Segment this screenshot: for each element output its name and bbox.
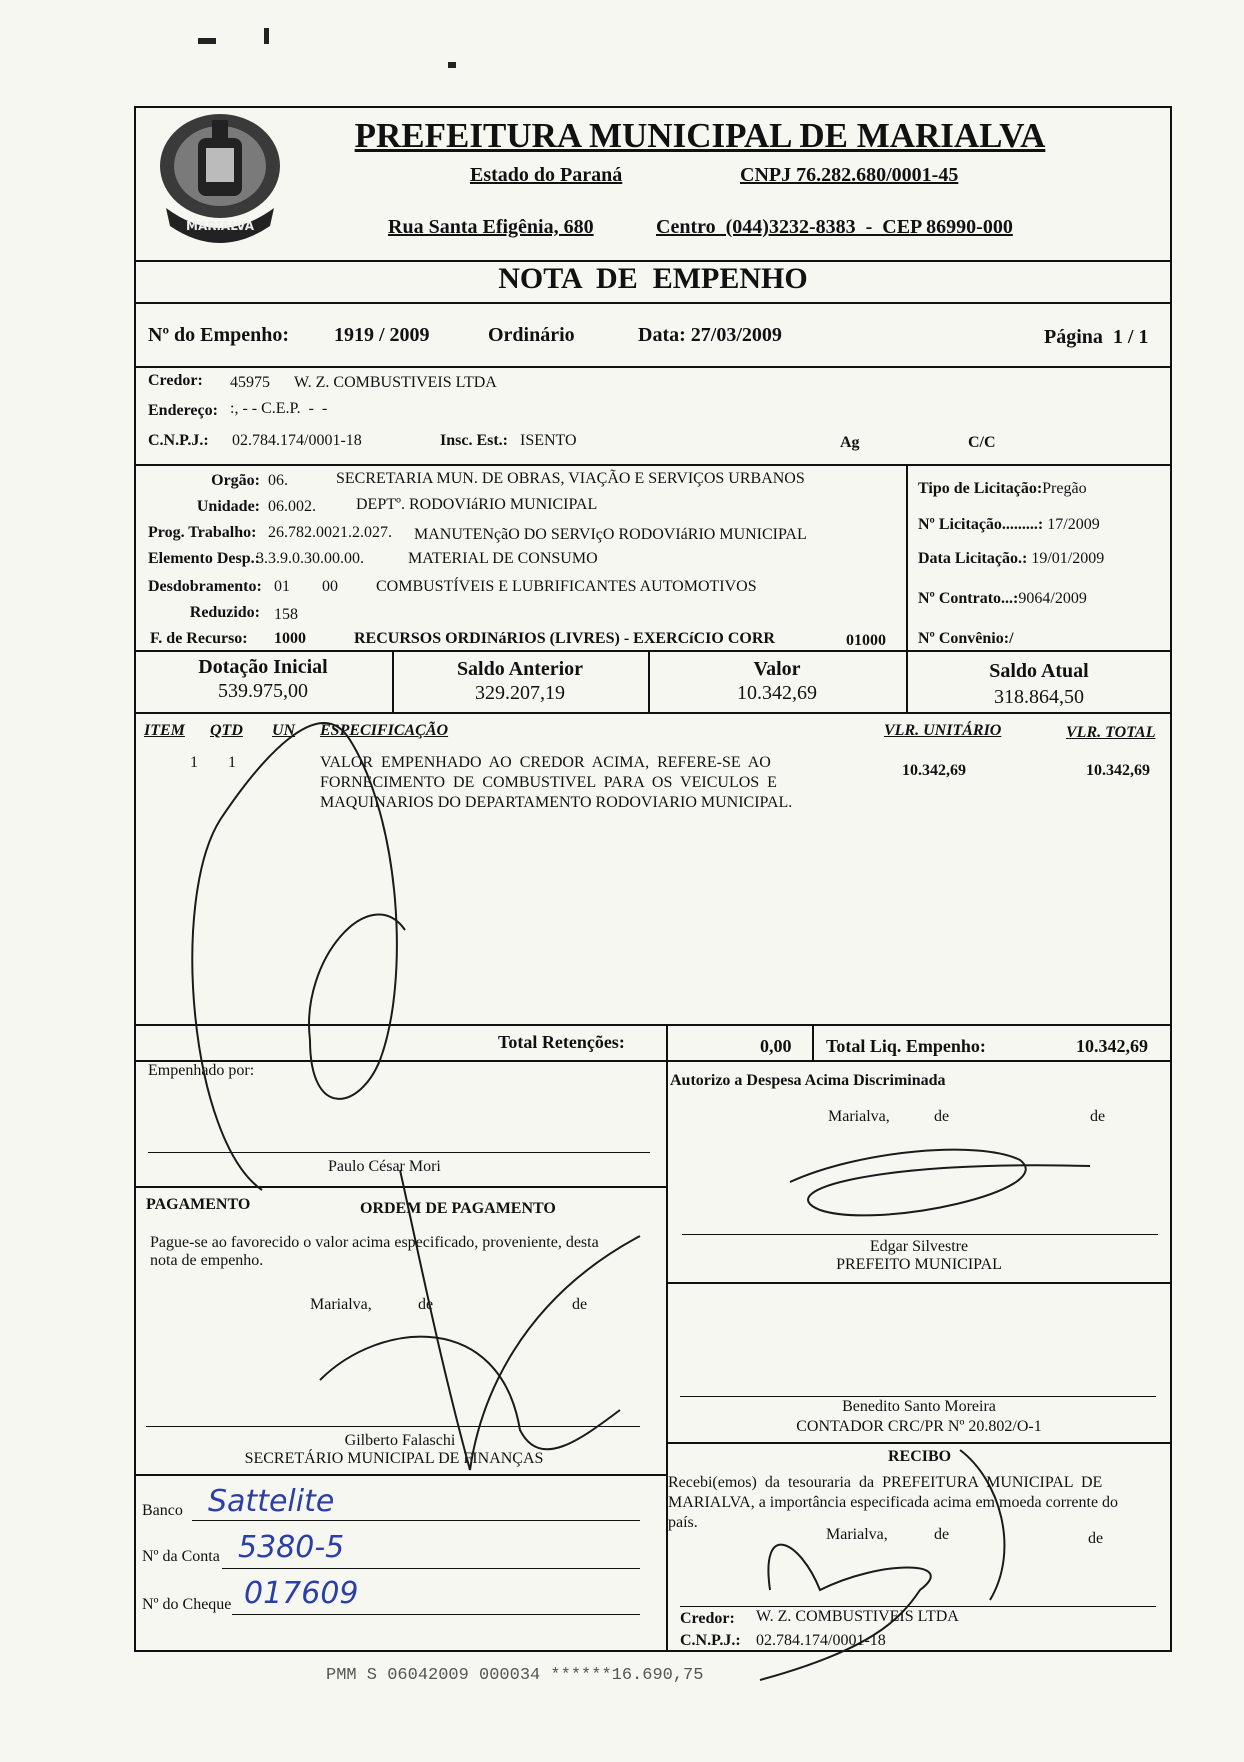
prefeito-role: PREFEITO MUNICIPAL (836, 1256, 1002, 1273)
secretario-role: SECRETÁRIO MUNICIPAL DE FINANÇAS (244, 1450, 544, 1467)
insc-label: Insc. Est.: (440, 432, 509, 449)
cheque-value: 017609 (244, 1576, 359, 1611)
desd-label: Desdobramento: (148, 578, 262, 595)
item-qtd: 1 (228, 754, 236, 771)
desd-code2: 00 (322, 578, 338, 595)
empenho-type: Ordinário (488, 324, 575, 346)
col-unit: VLR. UNITÁRIO (884, 722, 1002, 739)
licitacao-tipo: Tipo de Licitação:Pregão (918, 480, 1087, 497)
fonte-num: 01000 (846, 632, 886, 649)
state-name: Estado do Paraná (470, 164, 623, 186)
empenho-date: Data: 27/03/2009 (638, 324, 782, 346)
orgao-label: Orgão: (211, 472, 260, 489)
unidade-label: Unidade: (196, 498, 260, 515)
pagamento-label: PAGAMENTO (146, 1196, 251, 1213)
recibo-text3: país. (668, 1514, 698, 1531)
fonte-code: 1000 (274, 630, 306, 647)
contador-name: Benedito Santo Moreira (842, 1398, 996, 1415)
cheque-label: Nº do Cheque (142, 1596, 232, 1613)
address-rest: Centro (044)3232-8383 - CEP 86990-000 (656, 216, 1013, 238)
col-total: VLR. TOTAL (1066, 724, 1156, 741)
prog-desc: MANUTENçãO DO SERVIçO RODOVIáRIO MUNICIPAL (414, 526, 807, 543)
credor-name: W. Z. COMBUSTIVEIS LTDA (294, 374, 497, 391)
dotacao-value: 539.975,00 (218, 680, 308, 702)
scan-mark-3 (448, 62, 456, 68)
recibo-city: Marialva, (826, 1526, 888, 1543)
unidade-code: 06.002. (268, 498, 316, 515)
recibo-cnpj-value: 02.784.174/0001-18 (756, 1632, 886, 1649)
orgao-code: 06. (268, 472, 288, 489)
crest-logo (152, 108, 288, 262)
valor-label: Valor (753, 658, 801, 680)
secretario-name: Gilberto Falaschi (344, 1432, 456, 1449)
crest-text: MARIALVA (186, 219, 254, 233)
autorizo-label: Autorizo a Despesa Acima Discriminada (670, 1072, 946, 1089)
page-number: Página 1 / 1 (1044, 326, 1149, 348)
anterior-label: Saldo Anterior (456, 658, 584, 680)
endereco-value: :, - - C.E.P. - - (230, 400, 328, 417)
desd-desc: COMBUSTÍVEIS E LUBRIFICANTES AUTOMOTIVOS (376, 578, 757, 595)
item-number: 1 (190, 754, 198, 771)
scan-mark-1 (198, 38, 216, 44)
licitacao-data: Data Licitação.: 19/01/2009 (918, 550, 1105, 567)
reduz-label: Reduzido: (189, 604, 260, 621)
retencoes-value: 0,00 (760, 1036, 792, 1056)
page-title: PREFEITURA MUNICIPAL DE MARIALVA (354, 116, 1046, 155)
cc-label: C/C (968, 434, 996, 451)
empenhado-label: Empenhado por: (148, 1062, 255, 1079)
pagamento-text1: Pague-se ao favorecido o valor acima especificado, proveniente, desta (150, 1234, 599, 1251)
convenio-num: Nº Convênio:/ (918, 630, 1014, 647)
prog-code: 26.782.0021.2.027. (268, 524, 392, 541)
autorizo-de1: de (934, 1108, 950, 1125)
liquido-value: 10.342,69 (1076, 1036, 1148, 1056)
recibo-text1: Recebi(emos) da tesouraria da PREFEITURA MUNICIPAL DE (668, 1474, 1103, 1491)
recibo-text2: MARIALVA, a importância especificada acima em moeda corrente do (668, 1494, 1119, 1511)
recibo-label: RECIBO (888, 1448, 952, 1465)
reduz-code: 158 (274, 606, 298, 623)
atual-value: 318.864,50 (994, 686, 1084, 708)
recibo-de2: de (1088, 1530, 1104, 1547)
valor-value: 10.342,69 (737, 682, 817, 704)
desd-code1: 01 (274, 578, 290, 595)
dotacao-label: Dotação Inicial (198, 656, 328, 678)
payment-stamp: PMM S 06042009 000034 ******16.690,75 (326, 1666, 704, 1685)
endereco-label: Endereço: (148, 402, 218, 419)
banco-label: Banco (142, 1502, 183, 1519)
pagamento-de2: de (572, 1296, 588, 1313)
elem-desc: MATERIAL DE CONSUMO (408, 550, 598, 567)
pagamento-text2: nota de empenho. (150, 1252, 264, 1269)
col-item: ITEM (144, 722, 185, 739)
recibo-cnpj-label: C.N.P.J.: (680, 1632, 741, 1649)
ag-label: Ag (840, 434, 860, 451)
cnpj-label: C.N.P.J.: (148, 432, 209, 449)
fonte-desc: RECURSOS ORDINáRIOS (LIVRES) - EXERCíCIO CORR (354, 630, 775, 647)
elem-code: 3.3.9.0.30.00.00. (256, 550, 364, 567)
atual-label: Saldo Atual (989, 660, 1089, 682)
item-desc-line1: VALOR EMPENHADO AO CREDOR ACIMA, REFERE-SE AO (320, 754, 771, 771)
item-unit-value: 10.342,69 (902, 762, 966, 779)
item-desc-line3: MAQUINARIOS DO DEPARTAMENTO RODOVIARIO MUNICIPAL. (320, 794, 793, 811)
empenho-number: 1919 / 2009 (334, 324, 430, 346)
contrato-num: Nº Contrato...:9064/2009 (918, 590, 1087, 607)
conta-label: Nº da Conta (142, 1548, 220, 1565)
item-total-value: 10.342,69 (1086, 762, 1150, 779)
pagamento-city: Marialva, (310, 1296, 372, 1313)
licitacao-num: Nº Licitação.........: 17/2009 (918, 516, 1100, 533)
autorizo-city: Marialva, (828, 1108, 890, 1125)
recibo-de1: de (934, 1526, 950, 1543)
item-desc-line2: FORNECIMENTO DE COMBUSTIVEL PARA OS VEICULOS E (320, 774, 777, 791)
liquido-label: Total Liq. Empenho: (826, 1036, 986, 1056)
recibo-credor-name: W. Z. COMBUSTIVEIS LTDA (756, 1608, 959, 1625)
doc-title: NOTA DE EMPENHO (498, 262, 808, 295)
anterior-value: 329.207,19 (475, 682, 565, 704)
prog-label: Prog. Trabalho: (148, 524, 257, 541)
cnpj-value: 02.784.174/0001-18 (232, 432, 362, 449)
elem-label: Elemento Desp.: (148, 550, 260, 567)
scan-mark-2 (264, 28, 269, 44)
banco-value: Sattelite (208, 1484, 335, 1519)
credor-label: Credor: (148, 372, 203, 389)
empenhado-name: Paulo César Mori (328, 1158, 441, 1175)
prefeito-name: Edgar Silvestre (869, 1238, 969, 1255)
orgao-desc: SECRETARIA MUN. DE OBRAS, VIAÇÃO E SERVIÇOS URBANOS (336, 470, 805, 487)
credor-code: 45975 (230, 374, 270, 391)
ordem-label: ORDEM DE PAGAMENTO (360, 1200, 556, 1217)
fonte-label: F. de Recurso: (150, 630, 248, 647)
recibo-credor-label: Credor: (680, 1610, 735, 1627)
insc-value: ISENTO (520, 432, 577, 449)
cnpj-header: CNPJ 76.282.680/0001-45 (740, 164, 959, 186)
empenho-label: Nº do Empenho: (148, 324, 290, 346)
autorizo-de2: de (1090, 1108, 1106, 1125)
col-espec: ESPECIFICAÇÃO (320, 722, 449, 739)
retencoes-label: Total Retenções: (498, 1032, 625, 1052)
unidade-desc: DEPTº. RODOVIáRIO MUNICIPAL (356, 496, 598, 513)
street-address: Rua Santa Efigênia, 680 (388, 216, 594, 238)
contador-role: CONTADOR CRC/PR Nº 20.802/O-1 (796, 1418, 1042, 1435)
col-un: UN (272, 722, 296, 739)
pagamento-de1: de (418, 1296, 434, 1313)
col-qtd: QTD (210, 722, 243, 739)
conta-value: 5380-5 (238, 1530, 345, 1565)
